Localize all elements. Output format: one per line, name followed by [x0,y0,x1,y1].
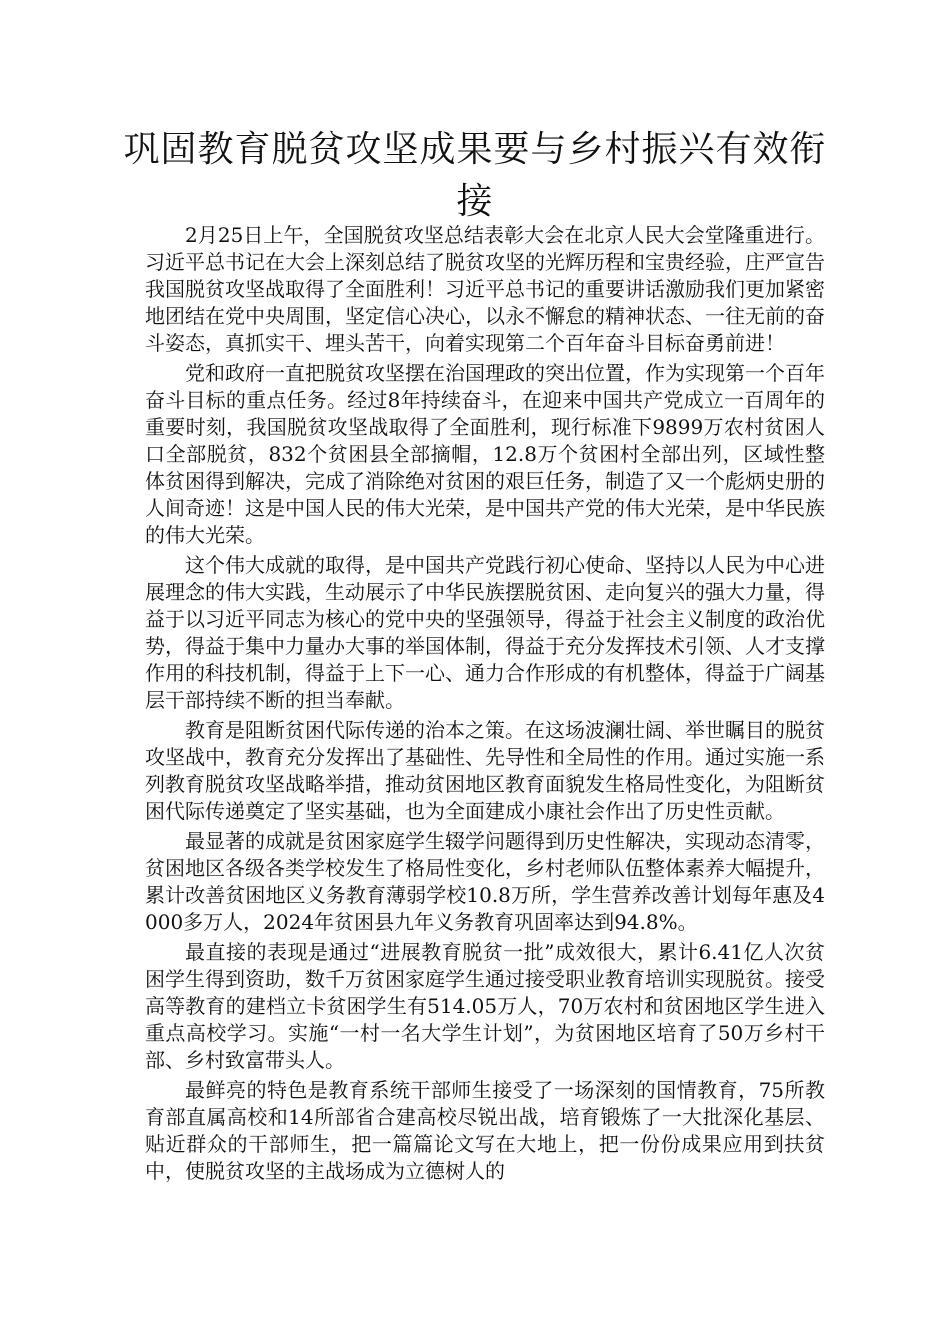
paragraph: 教育是阻断贫困代际传递的治本之策。在这场波澜壮阔、举世瞩目的脱贫攻坚战中，教育充分发挥出了基础性、先导性和全局性的作用。通过实施一系列教育脱贫攻坚战略举措，推动贫困地区教育面貌发生格局性变化，为阻断贫困代际传递奠定了坚实基础，也为全面建成小康社会作出了历史性贡献。 [145,718,825,823]
paragraph: 最显著的成就是贫困家庭学生辍学问题得到历史性解决，实现动态清零，贫困地区各级各类学校发生了格局性变化，乡村老师队伍整体素养大幅提升，累计改善贫困地区义务教育薄弱学校10.8万所，学生营养改善计划每年惠及4000多万人，2024年贫困县九年义务教育巩固率达到94.8%。 [145,829,825,934]
document-body [145,222,825,1332]
paragraph: 最鲜亮的特色是教育系统干部师生接受了一场深刻的国情教育，75所教育部直属高校和14所部省合建高校尽锐出战，培育锻炼了一大批深化基层、贴近群众的干部师生，把一篇篇论文写在大地上，把一份份成果应用到扶贫中，使脱贫攻坚的主战场成为立德树人的 [145,1078,825,1183]
paragraph: 这个伟大成就的取得，是中国共产党践行初心使命、坚持以人民为中心进展理念的伟大实践，生动展示了中华民族摆脱贫困、走向复兴的强大力量，得益于以习近平同志为核心的党中央的坚强领导，得益于社会主义制度的政治优势，得益于集中力量办大事的举国体制，得益于充分发挥技术引领、人才支撑作用的科技机制，得益于上下一心、通力合作形成的有机整体，得益于广阔基层干部持续不断的担当奉献。 [145,553,825,712]
document-title: 巩固教育脱贫攻坚成果要与乡村振兴有效衔接 [123,129,827,222]
paragraph: 2月25日上午，全国脱贫攻坚总结表彰大会在北京人民大会堂隆重进行。习近平总书记在大会上深刻总结了脱贫攻坚的光辉历程和宝贵经验，庄严宣告我国脱贫攻坚战取得了全面胜利！习近平总书记的重要讲话激励我们更加紧密地团结在党中央周围，坚定信心决心，以永不懈怠的精神状态、一往无前的奋斗姿态，真抓实干、埋头苦干，向着实现第二个百年奋斗目标奋勇前进！ [145,223,825,355]
paragraph: 最直接的表现是通过“进展教育脱贫一批”成效很大，累计6.41亿人次贫困学生得到资助，数千万贫困家庭学生通过接受职业教育培训实现脱贫。接受高等教育的建档立卡贫困学生有514.05万人，70万农村和贫困地区学生进入重点高校学习。实施“一村一名大学生计划”，为贫困地区培育了50万乡村干部、乡村致富带头人。 [145,940,825,1072]
paragraph: 党和政府一直把脱贫攻坚摆在治国理政的突出位置，作为实现第一个百年奋斗目标的重点任务。经过8年持续奋斗，在迎来中国共产党成立一百周年的重要时刻，我国脱贫攻坚战取得了全面胜利，现行标准下9899万农村贫困人口全部脱贫，832个贫困县全部摘帽，12.8万个贫困村全部出列，区域性整体贫困得到解决，完成了消除绝对贫困的艰巨任务，制造了又一个彪炳史册的人间奇迹！这是中国人民的伟大光荣，是中国共产党的伟大光荣，是中华民族的伟大光荣。 [145,361,825,547]
